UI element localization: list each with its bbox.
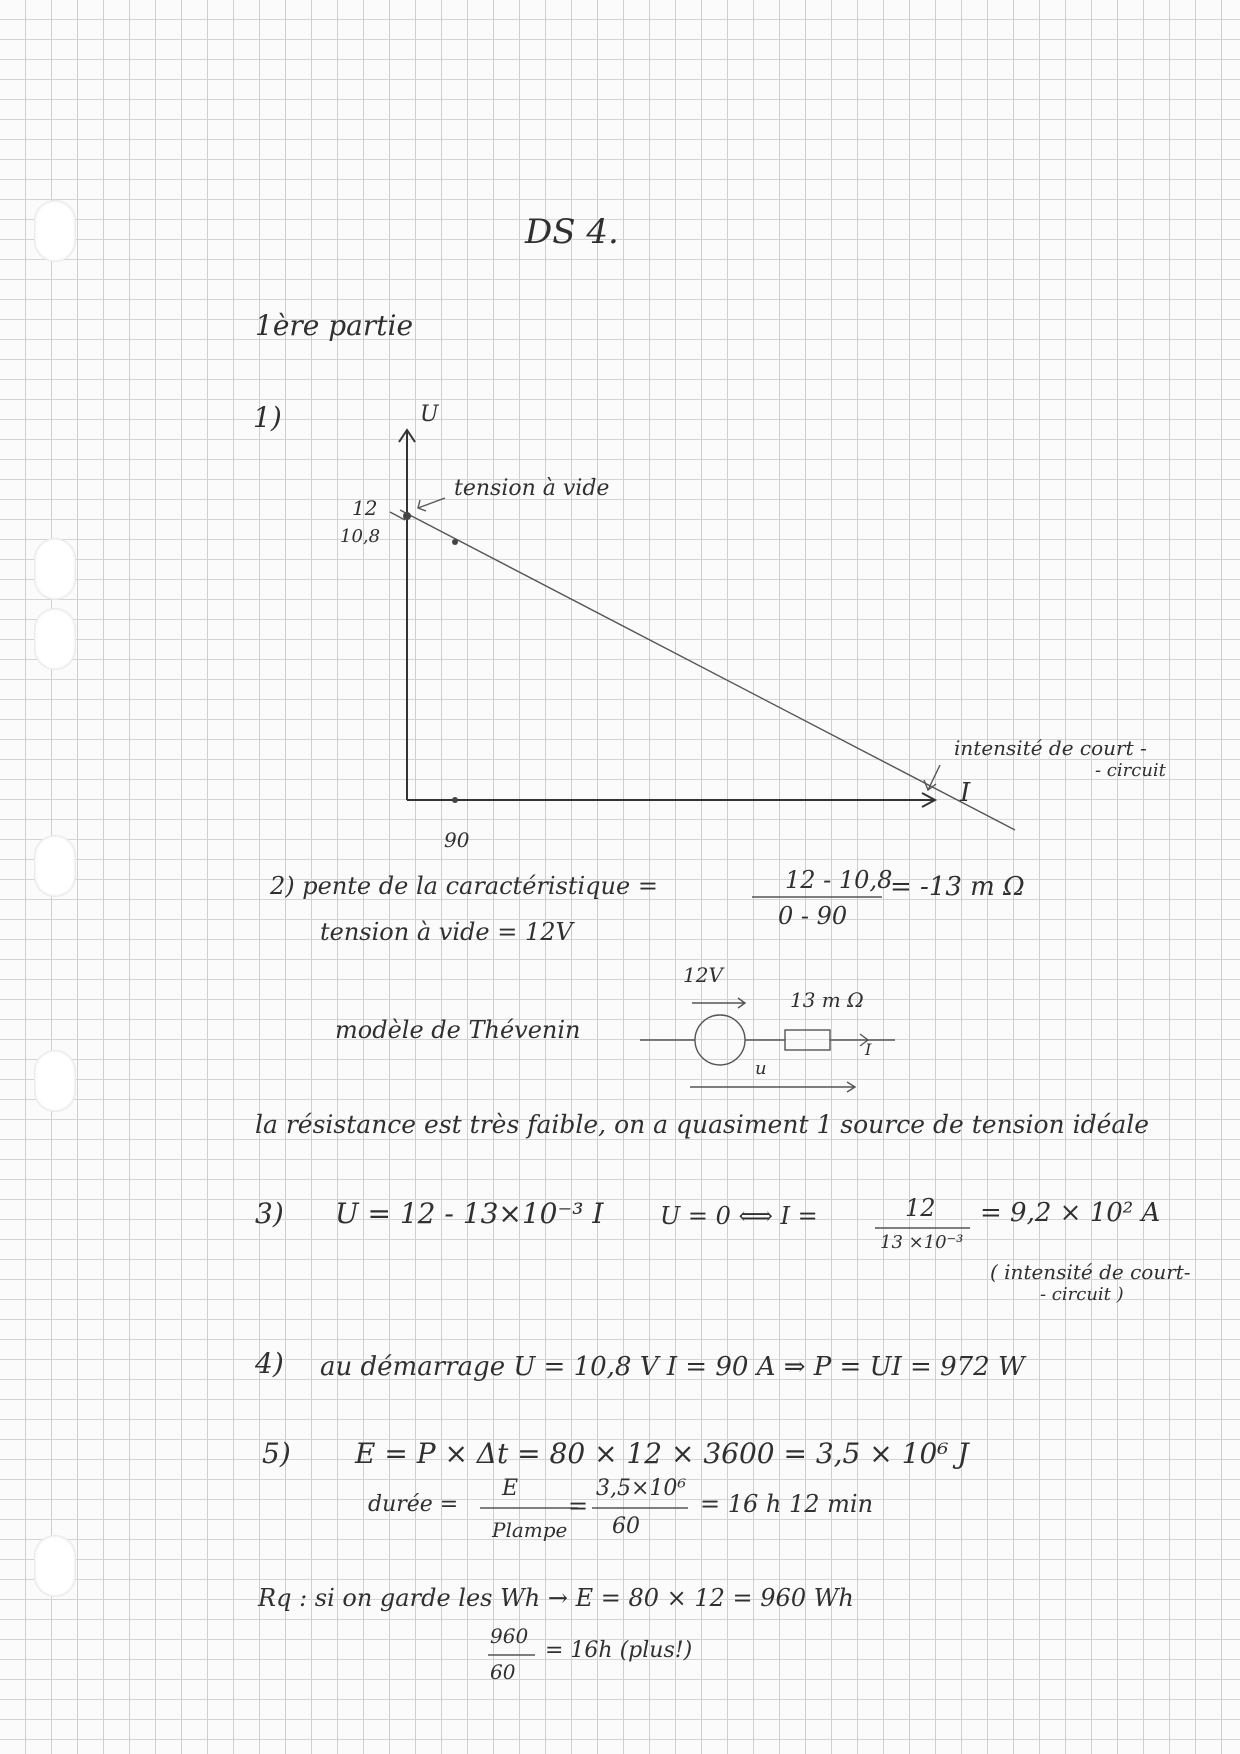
q3-equation: U = 12 - 13×10⁻³ I <box>335 1197 604 1230</box>
q3-note: ( intensité de court- <box>990 1260 1191 1284</box>
fraction-numerator: 12 - 10,8 <box>785 866 893 894</box>
q3-condition: U = 0 ⟺ I = <box>660 1202 818 1230</box>
annotation-arrow-tension <box>418 498 445 508</box>
annotation-intensite: intensité de court - <box>954 736 1147 760</box>
u-axis-label: U <box>420 402 439 427</box>
fraction-denominator: 60 <box>490 1660 516 1684</box>
voltage-source-symbol <box>695 1015 745 1065</box>
annotation-tension-a-vide: tension à vide <box>454 476 610 501</box>
fraction-denominator: Plampe <box>492 1518 568 1542</box>
fraction-denominator: 60 <box>612 1514 640 1539</box>
fraction-numerator: 3,5×10⁶ <box>596 1476 687 1501</box>
q3-note: - circuit ) <box>1040 1284 1124 1305</box>
circuit-current-label: I <box>865 1040 872 1059</box>
u-tick-label: 12 <box>352 496 378 520</box>
q4-text: au démarrage U = 10,8 V I = 90 A ⇒ P = UI = 972 W <box>320 1352 1025 1382</box>
q2-conclusion: la résistance est très faible, on a quasiment 1 source de tension idéale <box>255 1110 1150 1139</box>
question-number: 1) <box>253 401 282 434</box>
remark-line: Rq : si on garde les Wh → E = 80 × 12 = 960 Wh <box>258 1584 854 1612</box>
circuit-emf-label: 12V <box>683 963 723 987</box>
resistor-symbol <box>785 1030 830 1050</box>
q2-model-label: modèle de Thévenin <box>335 1016 581 1044</box>
fraction-numerator: 960 <box>490 1624 529 1648</box>
circuit-resistance-label: 13 m Ω <box>790 988 864 1012</box>
fraction-numerator: E <box>502 1476 519 1501</box>
u-tick-label: 10,8 <box>340 526 381 547</box>
question-number: 5) <box>262 1437 291 1470</box>
tick-90 <box>452 797 458 803</box>
q2-result: = -13 m Ω <box>890 872 1025 902</box>
i-tick-label: 90 <box>444 828 470 852</box>
i-axis-label: I <box>960 778 971 808</box>
characteristic-line <box>400 510 1015 830</box>
q2-pente-label: 2) pente de la caractéristique = <box>270 872 658 900</box>
section-heading: 1ère partie <box>255 309 414 342</box>
equals-sign: = <box>568 1492 589 1520</box>
point-10-8 <box>452 539 458 545</box>
q5-result: = 16 h 12 min <box>700 1490 874 1518</box>
fraction-numerator: 12 <box>905 1194 936 1222</box>
fraction-denominator: 13 ×10⁻³ <box>880 1232 964 1253</box>
remark-result: = 16h (plus!) <box>545 1638 693 1663</box>
q5-duree-label: durée = <box>368 1492 459 1517</box>
fraction-denominator: 0 - 90 <box>778 902 848 930</box>
question-number: 4) <box>255 1347 284 1380</box>
annotation-intensite: - circuit <box>1095 760 1166 781</box>
circuit-voltage-label: u <box>755 1058 767 1079</box>
page-title: DS 4. <box>525 212 619 252</box>
q5-energy: E = P × Δt = 80 × 12 × 3600 = 3,5 × 10⁶ J <box>355 1437 969 1470</box>
tick-12-mark <box>390 512 405 520</box>
q3-result: = 9,2 × 10² A <box>980 1198 1161 1228</box>
question-number: 3) <box>255 1197 284 1230</box>
q2-tension-a-vide: tension à vide = 12V <box>320 918 573 946</box>
